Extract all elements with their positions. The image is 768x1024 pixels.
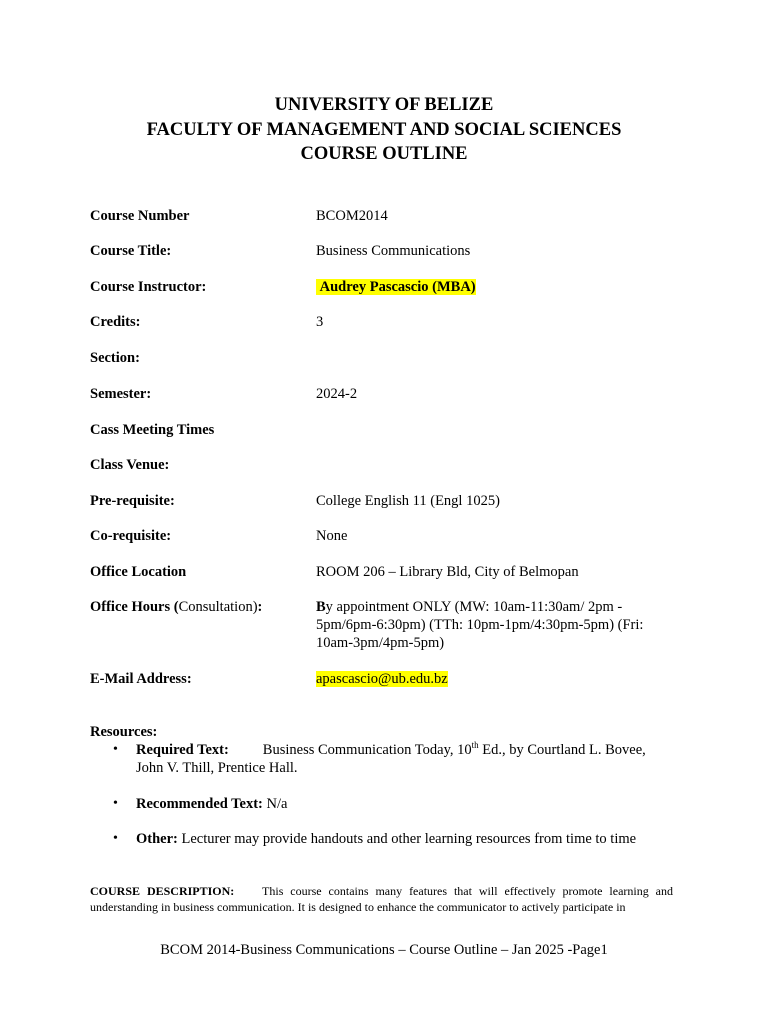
semester-value: 2024-2: [316, 386, 358, 402]
office-hours-first-letter: B: [316, 599, 326, 615]
required-text-item: [136, 741, 676, 777]
course-instructor-label: Course Instructor:: [90, 279, 207, 295]
email-address[interactable]: apascascio@ub.edu.bz: [316, 671, 448, 687]
other-resources-label: Other:: [136, 831, 178, 847]
faculty-name: FACULTY OF MANAGEMENT AND SOCIAL SCIENCES: [146, 119, 622, 140]
course-description: [90, 883, 673, 915]
office-hours-label-colon: :: [257, 599, 263, 615]
recommended-text-item: [136, 795, 676, 813]
section-label: Section:: [90, 350, 140, 366]
bullet-icon: •: [113, 831, 118, 846]
class-venue-label: Class Venue:: [90, 457, 170, 473]
course-instructor-field: [316, 278, 676, 296]
meeting-times-label: Cass Meeting Times: [90, 422, 215, 438]
prerequisite-value: College English 11 (Engl 1025): [316, 493, 500, 509]
document-header: [0, 93, 768, 167]
other-resources-item: [136, 830, 676, 848]
bullet-icon: •: [113, 742, 118, 757]
resources-heading: Resources:: [90, 724, 158, 740]
office-location-value: ROOM 206 – Library Bld, City of Belmopan: [316, 564, 579, 580]
corequisite-value: None: [316, 528, 348, 544]
required-text-sup: th: [471, 740, 479, 751]
semester-label: Semester:: [90, 386, 152, 402]
credits-value: 3: [316, 314, 324, 330]
course-number-label: Course Number: [90, 208, 190, 224]
page-footer: BCOM 2014-Business Communications – Course Outline – Jan 2025 -Page1: [160, 942, 608, 958]
credits-label: Credits:: [90, 314, 141, 330]
required-text-label: Required Text:: [136, 742, 229, 758]
email-label: E-Mail Address:: [90, 671, 192, 687]
course-description-text: This course contains many features that will effectively promote learning and understanding in business communication. It is designed to enhance the communicator to actively participate in: [90, 884, 674, 914]
office-hours-text: y appointment ONLY (MW: 10am-11:30am/ 2pm - 5pm/6pm-6:30pm) (TTh: 10pm-1pm/4:30pm-5pm) (Fri: 10am-3pm/4pm-5pm): [316, 599, 644, 651]
document-title: COURSE OUTLINE: [300, 144, 468, 164]
office-hours-value: [316, 598, 661, 652]
course-title-value: Business Communications: [316, 243, 471, 259]
course-description-label: COURSE DESCRIPTION:: [90, 884, 235, 898]
office-hours-label-bold: Office Hours (: [90, 599, 179, 615]
university-name: UNIVERSITY OF BELIZE: [274, 95, 494, 115]
other-resources-text: Lecturer may provide handouts and other learning resources from time to time: [177, 831, 637, 847]
office-location-label: Office Location: [90, 564, 187, 580]
email-field: [316, 670, 676, 688]
office-hours-label: [90, 598, 262, 616]
corequisite-label: Co-requisite:: [90, 528, 172, 544]
recommended-text-value: N/a: [262, 796, 288, 812]
bullet-icon: •: [113, 796, 118, 811]
course-instructor-value: Audrey Pascascio (MBA): [316, 279, 476, 295]
required-text-title: Business Communication Today, 10: [262, 742, 472, 758]
office-hours-label-normal: Consultation): [178, 599, 258, 615]
recommended-text-label: Recommended Text:: [136, 796, 263, 812]
course-title-label: Course Title:: [90, 243, 172, 259]
required-text-rest: Ed., by Courtland L. Bovee, John V. Thill, Prentice Hall.: [136, 742, 646, 776]
prerequisite-label: Pre-requisite:: [90, 493, 175, 509]
course-number-value: BCOM2014: [316, 208, 388, 224]
